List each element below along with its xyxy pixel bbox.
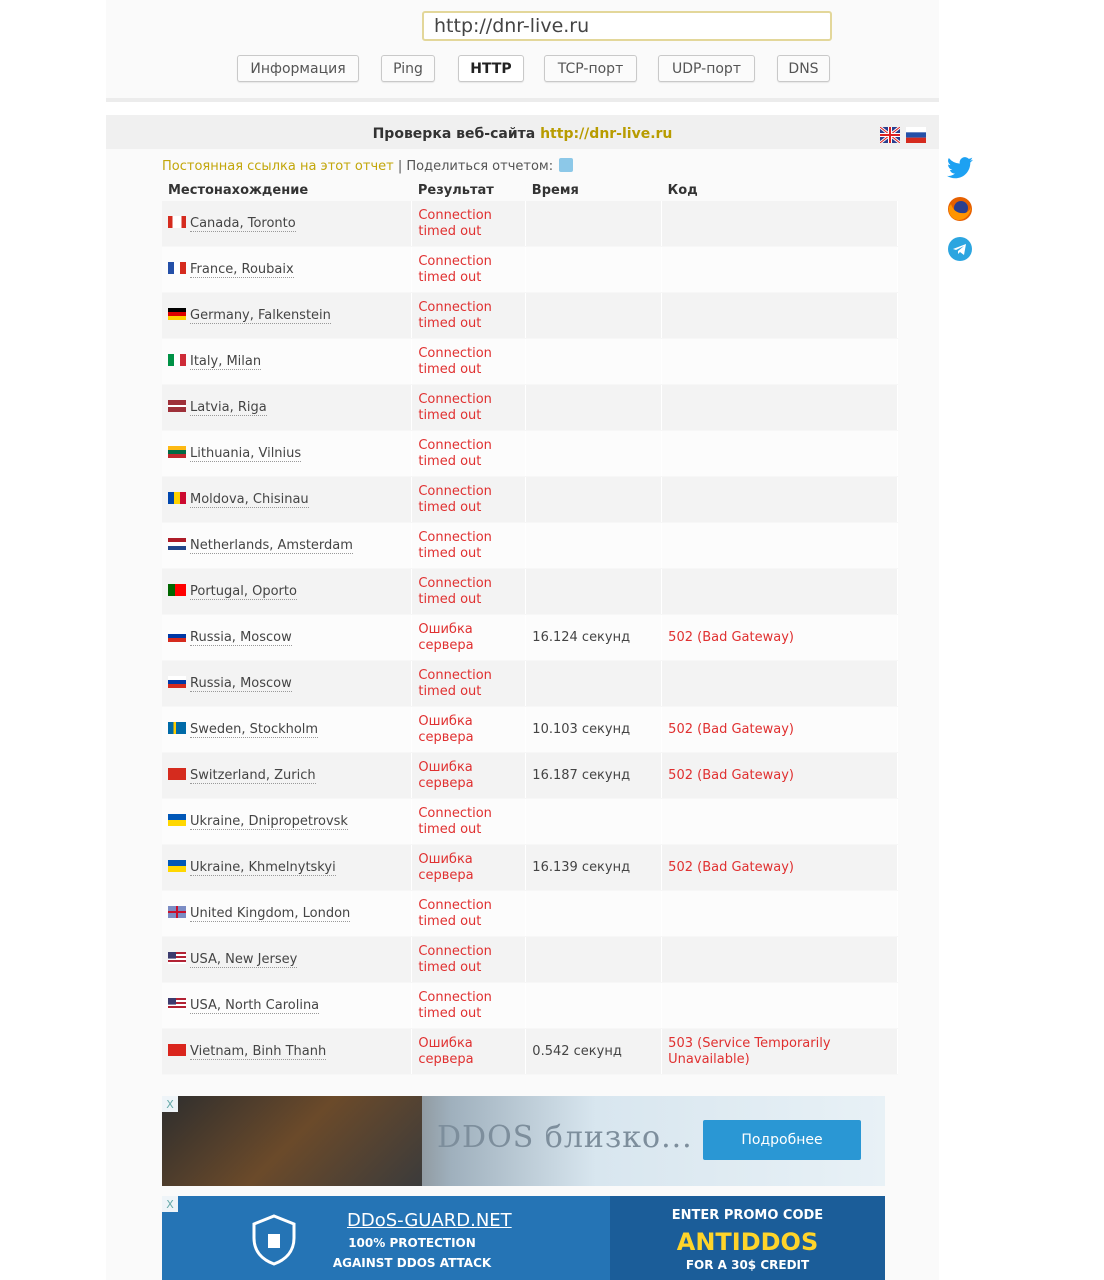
cell-code: 502 (Bad Gateway) — [662, 615, 898, 661]
cell-time: 16.124 секунд — [526, 615, 662, 661]
tab-ping[interactable]: Ping — [381, 55, 435, 82]
country-flag-icon — [168, 538, 186, 550]
cell-code — [662, 937, 898, 983]
country-flag-icon — [168, 860, 186, 872]
cell-location — [162, 339, 412, 385]
cell-location — [162, 477, 412, 523]
cell-result: Connection timed out — [412, 339, 526, 385]
cell-result: Connection timed out — [412, 799, 526, 845]
location-link[interactable]: Russia, Moscow — [190, 675, 292, 691]
cell-location — [162, 201, 412, 247]
location-link[interactable]: Russia, Moscow — [190, 629, 292, 645]
table-row — [162, 845, 898, 891]
cell-result: Connection timed out — [412, 937, 526, 983]
ad-banner-ddos-guard[interactable] — [162, 1196, 885, 1280]
cell-code — [662, 891, 898, 937]
cell-result: Connection timed out — [412, 293, 526, 339]
cell-code — [662, 983, 898, 1029]
location-link[interactable]: USA, New Jersey — [190, 951, 298, 967]
cell-code: 502 (Bad Gateway) — [662, 707, 898, 753]
country-flag-icon — [168, 354, 186, 366]
location-link[interactable]: United Kingdom, London — [190, 905, 351, 921]
cell-code — [662, 523, 898, 569]
cell-code — [662, 201, 898, 247]
country-flag-icon — [168, 630, 186, 642]
cell-location — [162, 385, 412, 431]
share-icon[interactable] — [559, 158, 573, 172]
table-row — [162, 339, 898, 385]
header-time: Время — [531, 182, 579, 198]
ad-banner-image — [162, 1096, 422, 1186]
cell-result: Connection timed out — [412, 477, 526, 523]
cell-time: 0.542 секунд — [526, 1029, 662, 1075]
table-row — [162, 431, 898, 477]
cell-result: Connection timed out — [412, 523, 526, 569]
location-link[interactable]: Germany, Falkenstein — [190, 307, 331, 323]
tab-info[interactable]: Информация — [237, 55, 359, 82]
ad-promo-line1: ENTER PROMO CODE — [671, 1208, 824, 1223]
permalink-row — [162, 158, 573, 174]
location-link[interactable]: Switzerland, Zurich — [190, 767, 316, 783]
cell-time — [526, 799, 662, 845]
cell-time — [526, 523, 662, 569]
cell-time — [526, 477, 662, 523]
cell-location — [162, 799, 412, 845]
tool-panel — [106, 0, 939, 102]
tab-udp-port[interactable]: UDP-порт — [658, 55, 755, 82]
ad-close-icon[interactable]: X — [162, 1096, 178, 1112]
location-link[interactable]: Sweden, Stockholm — [190, 721, 319, 737]
cell-result: Ошибка сервера — [412, 1029, 526, 1075]
cell-code — [662, 569, 898, 615]
cell-location — [162, 569, 412, 615]
cell-location — [162, 707, 412, 753]
cell-location — [162, 1029, 412, 1075]
tab-dns[interactable]: DNS — [777, 55, 830, 82]
cell-result: Connection timed out — [412, 247, 526, 293]
cell-time — [526, 385, 662, 431]
location-link[interactable]: Latvia, Riga — [190, 399, 267, 415]
table-row — [162, 937, 898, 983]
report-title-url[interactable]: http://dnr-live.ru — [540, 126, 673, 142]
ad-promo-line3: FOR A 30$ CREDIT — [685, 1258, 810, 1272]
table-row — [162, 753, 898, 799]
table-row — [162, 661, 898, 707]
country-flag-icon — [168, 584, 186, 596]
table-row — [162, 293, 898, 339]
header-result: Результат — [417, 182, 494, 198]
location-link[interactable]: Moldova, Chisinau — [190, 491, 309, 507]
table-row — [162, 477, 898, 523]
table-row — [162, 1029, 898, 1075]
cell-code — [662, 431, 898, 477]
cell-time: 16.139 секунд — [526, 845, 662, 891]
cell-time — [526, 293, 662, 339]
cell-code: 502 (Bad Gateway) — [662, 753, 898, 799]
permalink-link[interactable]: Постоянная ссылка на этот отчет — [162, 159, 394, 174]
location-link[interactable]: Lithuania, Vilnius — [190, 445, 302, 461]
tab-tcp-port[interactable]: TCP-порт — [544, 55, 637, 82]
cell-location — [162, 891, 412, 937]
cell-time — [526, 247, 662, 293]
cell-time — [526, 661, 662, 707]
cell-location — [162, 661, 412, 707]
ad-banner-ddos[interactable] — [162, 1096, 885, 1186]
country-flag-icon — [168, 676, 186, 688]
ad-banner-text: DDOS близко... — [437, 1120, 693, 1155]
location-link[interactable]: Ukraine, Dnipropetrovsk — [190, 813, 348, 829]
location-link[interactable]: Italy, Milan — [190, 353, 262, 369]
cell-location — [162, 937, 412, 983]
cell-time — [526, 937, 662, 983]
country-flag-icon — [168, 216, 186, 228]
url-input[interactable] — [422, 11, 832, 41]
cell-code — [662, 339, 898, 385]
table-row — [162, 247, 898, 293]
country-flag-icon — [168, 906, 186, 918]
cell-location — [162, 523, 412, 569]
report-title-prefix: Проверка веб-сайта — [372, 126, 536, 142]
location-link[interactable]: Vietnam, Binh Thanh — [190, 1043, 327, 1059]
cell-time: 10.103 секунд — [526, 707, 662, 753]
cell-result: Connection timed out — [412, 385, 526, 431]
permalink-separator: | — [397, 159, 403, 174]
tab-http[interactable]: HTTP — [458, 55, 524, 82]
cell-result: Ошибка сервера — [412, 615, 526, 661]
country-flag-icon — [168, 492, 186, 504]
cell-location — [162, 845, 412, 891]
location-link[interactable]: Ukraine, Khmelnytskyi — [190, 859, 336, 875]
ad-ddos-guard-subtitle: 100% PROTECTION AGAINST DDOS ATTACK — [332, 1236, 492, 1270]
ru-flag-icon[interactable] — [906, 127, 926, 143]
country-flag-icon — [168, 446, 186, 458]
table-row — [162, 799, 898, 845]
location-link[interactable]: Canada, Toronto — [190, 215, 296, 231]
cell-location — [162, 247, 412, 293]
cell-time: 16.187 секунд — [526, 753, 662, 799]
table-row — [162, 201, 898, 247]
table-row — [162, 983, 898, 1029]
table-row — [162, 523, 898, 569]
cell-result: Ошибка сервера — [412, 707, 526, 753]
cell-location — [162, 431, 412, 477]
country-flag-icon — [168, 722, 186, 734]
country-flag-icon — [168, 952, 186, 964]
cell-time — [526, 983, 662, 1029]
cell-time — [526, 891, 662, 937]
header-code: Код — [667, 182, 698, 198]
cell-result: Connection timed out — [412, 983, 526, 1029]
share-label: Поделиться отчетом: — [406, 159, 554, 174]
country-flag-icon — [168, 998, 186, 1010]
cell-code: 503 (Service Temporarily Unavailable) — [662, 1029, 898, 1075]
cell-location — [162, 615, 412, 661]
cell-code — [662, 661, 898, 707]
cell-result: Connection timed out — [412, 201, 526, 247]
ad-details-button[interactable]: Подробнее — [703, 1120, 861, 1160]
table-row — [162, 707, 898, 753]
ad-ddos-guard-title[interactable]: DDoS-GUARD.NET — [347, 1210, 512, 1231]
cell-result: Ошибка сервера — [412, 845, 526, 891]
cell-location — [162, 983, 412, 1029]
country-flag-icon — [168, 1044, 186, 1056]
telegram-icon[interactable] — [946, 235, 974, 263]
cell-result: Ошибка сервера — [412, 753, 526, 799]
cell-time — [526, 201, 662, 247]
location-link[interactable]: USA, North Carolina — [190, 997, 320, 1013]
twitter-icon[interactable] — [946, 154, 974, 182]
table-header-row — [162, 179, 898, 201]
cell-location — [162, 753, 412, 799]
country-flag-icon — [168, 400, 186, 412]
firefox-icon[interactable] — [946, 195, 974, 223]
cell-result: Connection timed out — [412, 891, 526, 937]
table-row — [162, 891, 898, 937]
cell-time — [526, 431, 662, 477]
ad-close-icon[interactable]: X — [162, 1196, 178, 1212]
location-link[interactable]: Netherlands, Amsterdam — [190, 537, 353, 553]
cell-code: 502 (Bad Gateway) — [662, 845, 898, 891]
results-table — [162, 179, 898, 1075]
cell-result: Connection timed out — [412, 661, 526, 707]
cell-code — [662, 385, 898, 431]
header-location: Местонахождение — [168, 182, 309, 198]
uk-flag-icon[interactable] — [880, 127, 900, 143]
table-row — [162, 615, 898, 661]
country-flag-icon — [168, 308, 186, 320]
cell-time — [526, 569, 662, 615]
cell-time — [526, 339, 662, 385]
cell-result: Connection timed out — [412, 431, 526, 477]
location-link[interactable]: Portugal, Oporto — [190, 583, 297, 599]
cell-code — [662, 799, 898, 845]
shield-icon — [250, 1214, 298, 1266]
table-row — [162, 569, 898, 615]
location-link[interactable]: France, Roubaix — [190, 261, 294, 277]
cell-code — [662, 247, 898, 293]
ad-promo-code: ANTIDDOS — [676, 1228, 819, 1256]
cell-code — [662, 293, 898, 339]
report-title — [106, 115, 939, 151]
ad-promo-panel — [610, 1196, 885, 1280]
country-flag-icon — [168, 814, 186, 826]
table-row — [162, 385, 898, 431]
country-flag-icon — [168, 768, 186, 780]
cell-location — [162, 293, 412, 339]
cell-code — [662, 477, 898, 523]
cell-result: Connection timed out — [412, 569, 526, 615]
country-flag-icon — [168, 262, 186, 274]
